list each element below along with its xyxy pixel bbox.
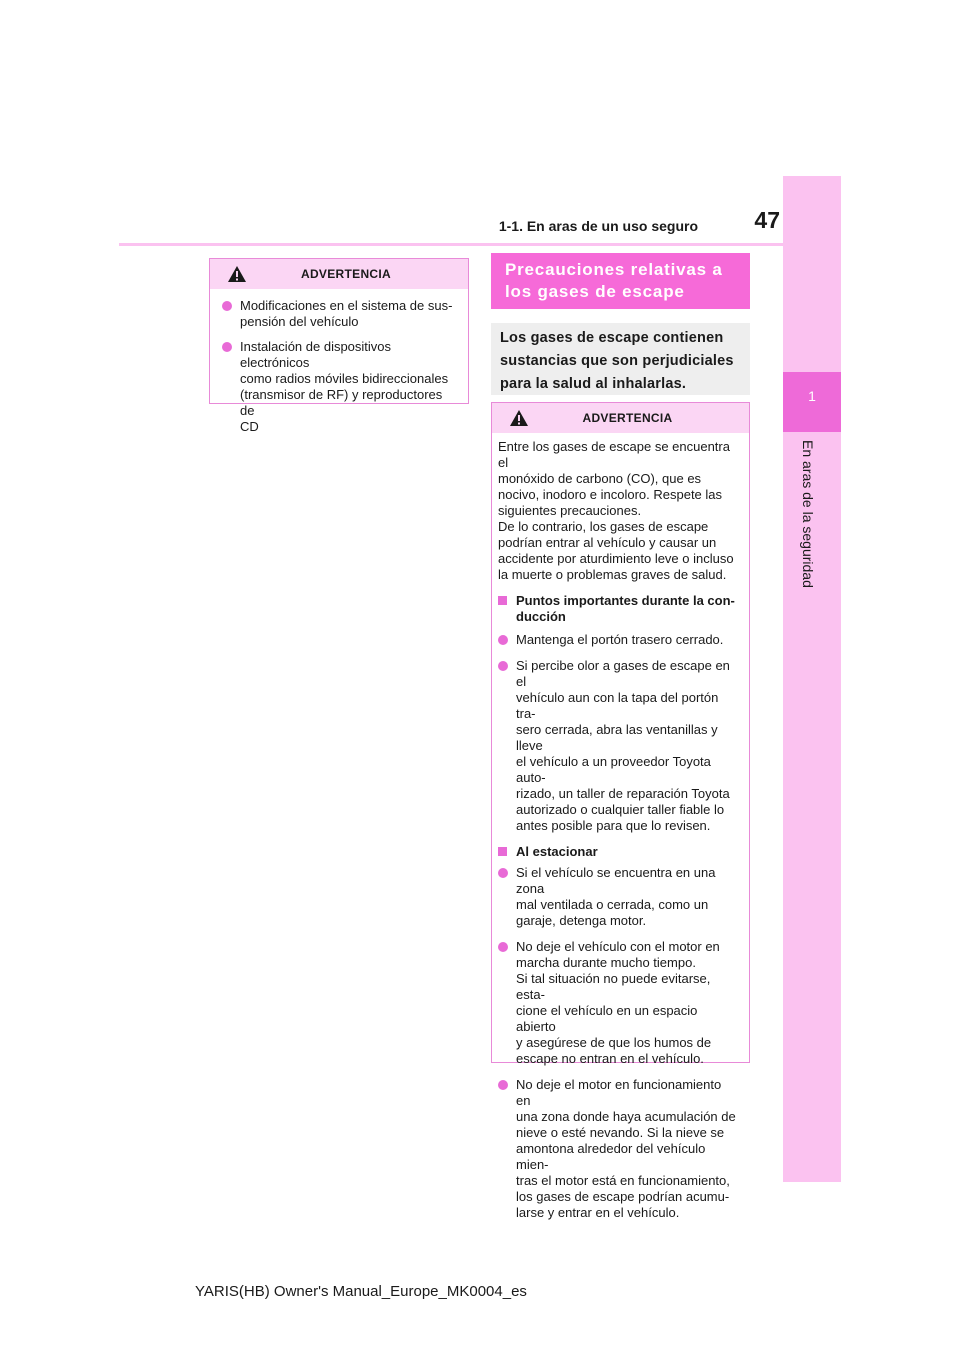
bullet-line: Instalación de dispositivos electrónicos: [240, 339, 392, 370]
bullet-line: No deje el vehículo con el motor en: [516, 939, 720, 954]
bullet-line: y asegúrese de que los humos de: [516, 1035, 712, 1050]
intro-line: nocivo, inodoro e incoloro. Respete las: [498, 487, 723, 502]
bullet-line: sero cerrada, abra las ventanillas y lleve: [516, 722, 718, 753]
summary-box: [491, 323, 750, 395]
heading-line: los gases de escape: [505, 282, 685, 301]
intro-line: accidente por aturdimiento leve o incluso: [498, 551, 734, 566]
summary-line: Los gases de escape contienen: [500, 330, 724, 346]
bullet-line: No deje el motor en funcionamiento en: [516, 1077, 722, 1108]
bullet-item: [222, 339, 458, 435]
chapter-title: En aras de la seguridad: [800, 440, 816, 588]
intro-line: podrían entrar al vehículo y causar un: [498, 535, 717, 550]
bullet-item: [498, 865, 739, 929]
subheading-line: ducción: [516, 609, 566, 624]
heading-line: Precauciones relativas a: [505, 260, 723, 279]
warning-title: ADVERTENCIA: [582, 411, 673, 425]
right-warning-box: [491, 402, 750, 1220]
bullet-item: [498, 939, 739, 1067]
left-warning-box: [209, 258, 469, 434]
bullet-line: garaje, detenga motor.: [516, 913, 647, 928]
subheading: [498, 844, 739, 860]
bullet-line: como radios móviles bidireccionales: [240, 371, 449, 386]
bullet-line: tras el motor está en funcionamiento,: [516, 1173, 730, 1188]
bullet-item: [498, 1077, 739, 1221]
bullet-item: [222, 298, 458, 330]
bullet-line: autorizado o cualquier taller fiable lo: [516, 802, 725, 817]
intro-line: siguientes precauciones.: [498, 503, 642, 518]
chapter-title-vertical: [800, 440, 824, 600]
bullet-line: pensión del vehículo: [240, 314, 359, 329]
bullet-dot-icon: [498, 661, 508, 671]
bullet-line: (transmisor de RF) y reproductores de: [240, 387, 443, 418]
warning-body: [492, 433, 749, 1221]
bullet-dot-icon: [498, 635, 508, 645]
bullet-dot-icon: [498, 1080, 508, 1090]
bullet-line: escape no entran en el vehículo.: [516, 1051, 704, 1066]
bullet-dot-icon: [222, 342, 232, 352]
bullet-dot-icon: [498, 868, 508, 878]
bullet-line: Mantenga el portón trasero cerrado.: [516, 632, 724, 647]
subheading-line: Al estacionar: [516, 844, 598, 859]
intro-line: la muerte o problemas graves de salud.: [498, 567, 727, 582]
section-heading: [491, 253, 750, 303]
square-bullet-icon: [498, 596, 507, 605]
section-title: 1-1. En aras de un uso seguro: [498, 218, 698, 234]
page-number: 47: [754, 207, 780, 233]
bullet-line: Si el vehículo se encuentra en una zona: [516, 865, 716, 896]
bullet-line: Modificaciones en el sistema de sus-: [240, 298, 453, 313]
warning-body: [210, 289, 468, 435]
intro-line: monóxido de carbono (CO), que es: [498, 471, 702, 486]
bullet-line: el vehículo a un proveedor Toyota auto-: [516, 754, 711, 785]
bullet-line: amontona alrededor del vehículo mien-: [516, 1141, 706, 1172]
bullet-line: mal ventilada o cerrada, como un: [516, 897, 709, 912]
bullet-dot-icon: [222, 301, 232, 311]
bullet-line: larse y entrar en el vehículo.: [516, 1205, 680, 1220]
bullet-line: cione el vehículo en un espacio abierto: [516, 1003, 698, 1034]
warning-intro: [498, 439, 739, 583]
intro-line: De lo contrario, los gases de escape: [498, 519, 709, 534]
bullet-line: rizado, un taller de reparación Toyota: [516, 786, 730, 801]
bullet-line: los gases de escape podrían acumu-: [516, 1189, 730, 1204]
bullet-item: [498, 632, 739, 648]
bullet-item: [498, 658, 739, 834]
bullet-dot-icon: [498, 942, 508, 952]
summary-line: sustancias que son perjudiciales: [500, 353, 734, 369]
bullet-line: vehículo aun con la tapa del portón tra-: [516, 690, 719, 721]
chapter-number: 1: [808, 388, 816, 404]
intro-line: Entre los gases de escape se encuentra el: [498, 439, 730, 470]
bullet-line: Si tal situación no puede evitarse, esta-: [516, 971, 711, 1002]
warning-header: [210, 259, 468, 289]
bullet-line: antes posible para que lo revisen.: [516, 818, 711, 833]
subheading-line: Puntos importantes durante la con-: [516, 593, 735, 608]
bullet-line: una zona donde haya acumulación de: [516, 1109, 736, 1124]
header-divider: [119, 243, 783, 246]
section-heading-banner: [491, 253, 750, 309]
warning-title: ADVERTENCIA: [301, 267, 391, 281]
chapter-tab-strip: [783, 176, 841, 1182]
summary-line: para la salud al inhalarlas.: [500, 376, 687, 392]
footer-manual-id: YARIS(HB) Owner's Manual_Europe_MK0004_es: [195, 1283, 527, 1300]
bullet-line: nieve o esté nevando. Si la nieve se: [516, 1125, 725, 1140]
bullet-line: Si percibe olor a gases de escape en el: [516, 658, 730, 689]
bullet-line: CD: [240, 419, 259, 434]
subheading: [498, 593, 739, 625]
square-bullet-icon: [498, 847, 507, 856]
summary-text: [491, 323, 750, 396]
bullet-line: marcha durante mucho tiempo.: [516, 955, 696, 970]
warning-header: [492, 403, 749, 433]
